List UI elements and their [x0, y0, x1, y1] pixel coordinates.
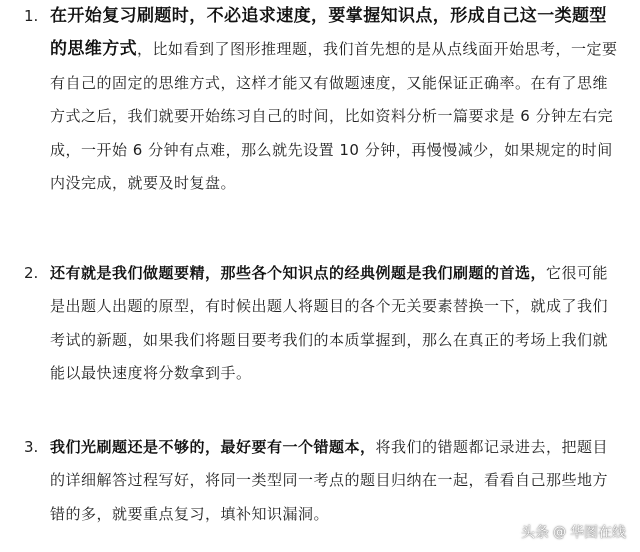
paragraph-text: 它很可能是出题人出题的原型，有时候出题人将题目的各个无关要素替换一下，就成了我们考试的新题，如果我们将题目要考我们的本质掌握到，那么在真正的考场上我们就能以最快速度将分数拿到手。: [50, 264, 609, 383]
paragraph: [50, 257, 620, 391]
list-number: 2.: [24, 264, 39, 282]
watermark-account: 华图在线: [570, 525, 626, 541]
paragraph: [50, 431, 620, 531]
list-number: 1.: [24, 7, 39, 25]
bold-lead: 我们光刷题还是不够的，最好要有一个错题本，: [50, 438, 376, 456]
bold-lead: 还有就是我们做题要精，那些各个知识点的经典例题是我们刷题的首选，: [50, 264, 547, 282]
at-icon: @: [553, 525, 566, 540]
paragraph: [50, 0, 620, 200]
watermark-prefix: 头条: [521, 525, 549, 541]
list-number: 3.: [24, 438, 39, 456]
paragraph-text: ，比如看到了图形推理题，我们首先想的是从点线面开始思考，一定要有自己的固定的思维方式，这样才能又有做题速度，又能保证正确率。在有了思维方式之后，我们就要开始练习自己的时间，比如资料分析一篇要求是 6 分钟左右完成，一开始 6 分钟有点难，那么就先设置 10 分钟，再慢慢减少，如果规定的时间内没完成，就要及时复盘。: [50, 40, 618, 193]
source-watermark: [521, 524, 626, 542]
bold-lead: 在开始复习刷题时，不必追求速度，要掌握知识点，形成自己这一类题型的思维方式: [50, 6, 607, 60]
paragraph-text: 将我们的错题都记录进去，把题目的详细解答过程写好，将同一类型同一考点的题目归纳在一起，看看自己那些地方错的多，就要重点复习，填补知识漏洞。: [50, 438, 609, 523]
